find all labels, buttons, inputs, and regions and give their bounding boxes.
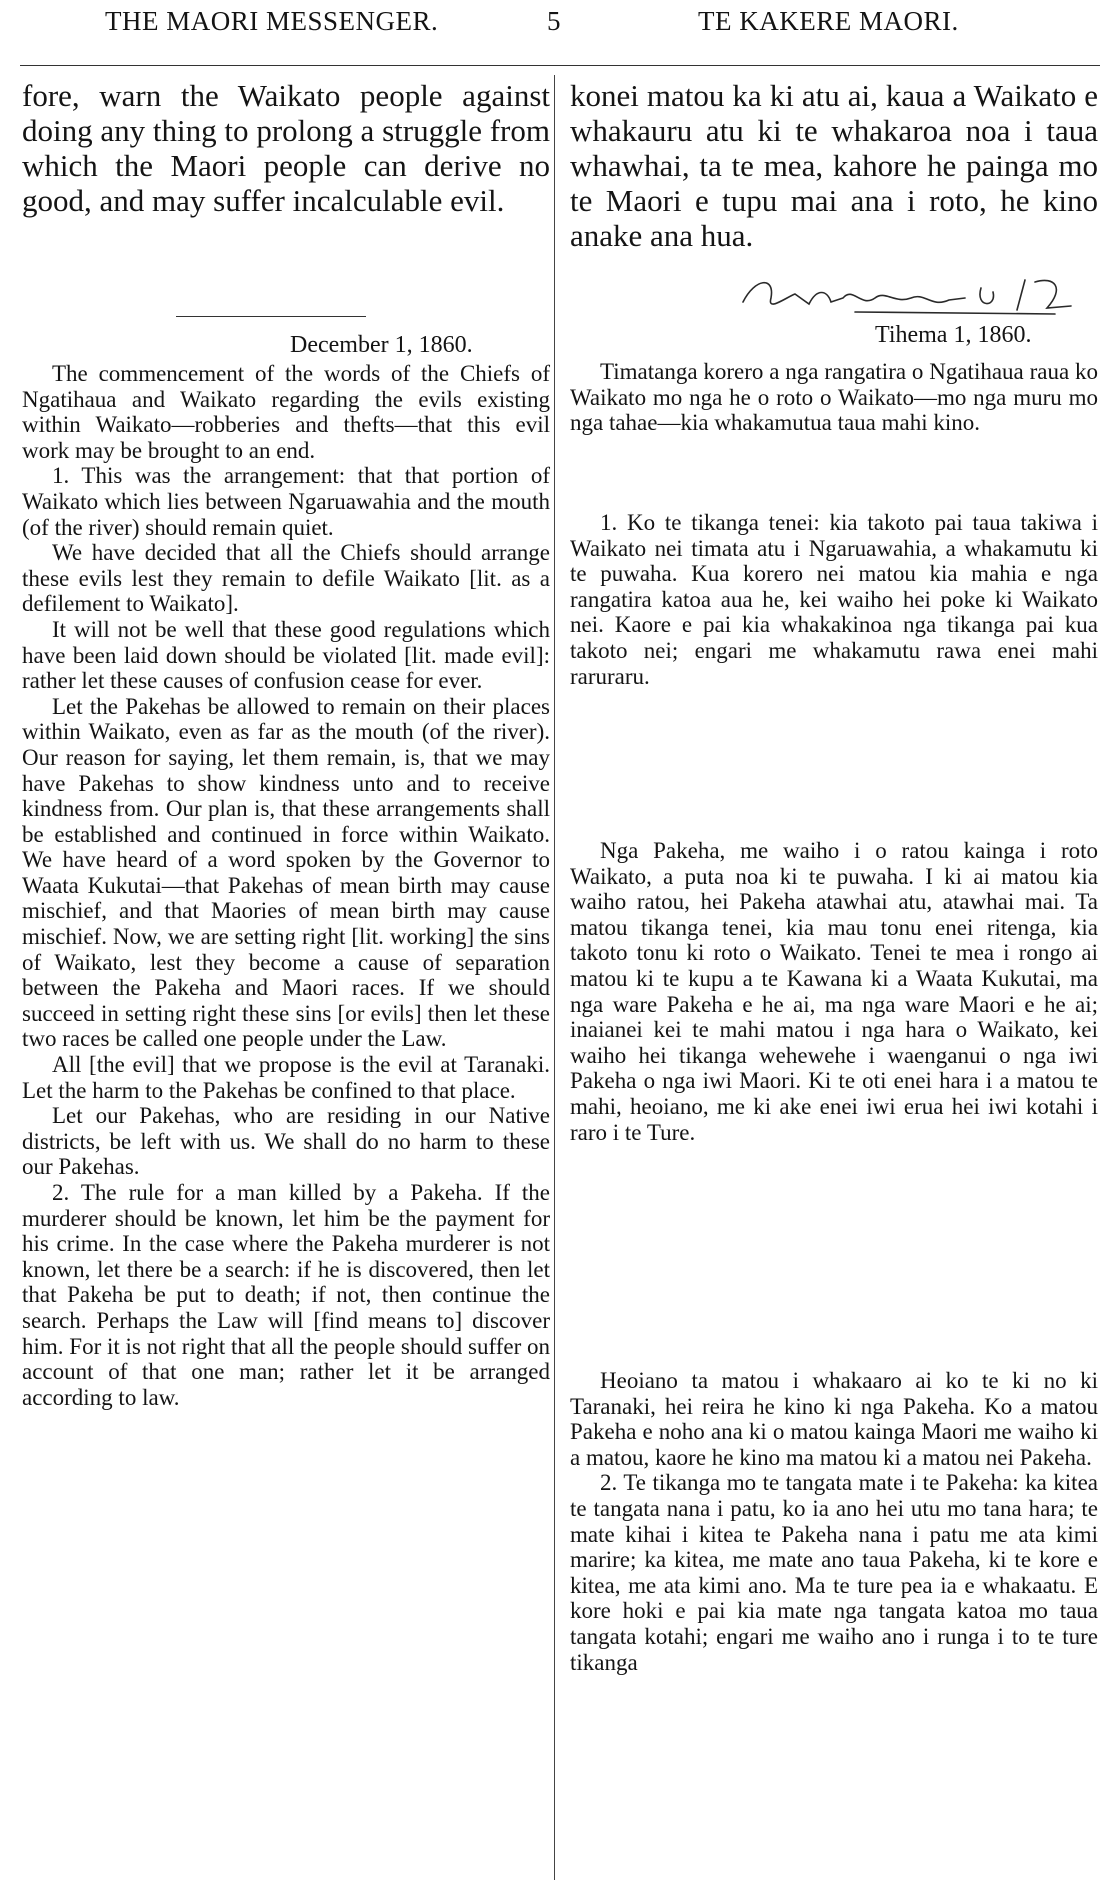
english-paragraph-8: 2. The rule for a man killed by a Pakeha. If the murderer should be known, let him be the payment for his crime. In the case where the Pakeha murderer is not known, let there be a search: if he is discovered, then let that Pakeha be put to death; if not, then continue the search. Perhaps the Law will [find means to] discover him. For it is not right that all the people should suffer on account of that one man; rather let it be arranged according to law. [22, 1180, 550, 1410]
english-date: December 1, 1860. [290, 332, 473, 358]
english-article [22, 361, 550, 1410]
maori-paragraph-1: Timatanga korero a nga rangatira o Ngatihaua raua ko Waikato mo nga he o roto o Waikato—mo nga muru mo nga tahae—kia whakamutua taua mahi kino. [570, 359, 1098, 436]
maori-paragraph-3: Nga Pakeha, me waiho i o ratou kainga i roto Waikato, a puta noa ki te puwaha. I ki ai matou kia waiho ratou, hei Pakeha atawhai atu, atawhai mai. Ta matou tikanga tenei, kia mau tonu enei ritenga, kia takoto tonu ki roto o Waikato. Tenei te mea i rongo ai matou ki te kupu a te Kawana ki a Waata Kukutai, ma nga ware Pakeha e he ai, ma nga ware Maori e he ai; inaianei kei te mahi matou i nga hara o Waikato, kei waiho hei tikanga wehewehe i waenganui o nga iwi Pakeha o nga iwi Maori. Ki te oti enei hara i a matou te mahi, heoiano, me ki ake enei iwi erua hei iwi kotahi i raro i te Ture. [570, 838, 1098, 1145]
english-paragraph-2: 1. This was the arrangement: that that portion of Waikato which lies between Ngaruawahia and the mouth (of the river) should remain quiet. [22, 463, 550, 540]
maori-paragraph-5: 2. Te tikanga mo te tangata mate i te Pakeha: ka kitea te tangata nana i patu, ko ia ano hei utu mo tana hara; te mate kihai i kitea te Pakeha nana i patu me ata kimi marire; ka kitea, me mate ano taua Pakeha, ki te kore e kitea, me ata kimi ano. Ma te ture pea ia e whakaatu. E kore hoki e pai kia mate nga tangata katoa mo taua tangata kotahi; engari me waiho ano i runga i to te ture tikanga [570, 1470, 1098, 1675]
maori-article-part-1 [570, 359, 1098, 436]
maori-article-part-3 [570, 838, 1098, 1145]
english-intro-text: fore, warn the Waikato people against doing any thing to prolong a struggle from which the Maori people can derive no good, and may suffer incalculable evil. [22, 78, 550, 218]
english-paragraph-5: Let the Pakehas be allowed to remain on their places within Waikato, even as far as the mouth (of the river). Our reason for saying, let them remain, is, that we may have Pakehas to show kindness unto and to receive kindness from. Our plan is, that these arrangements shall be established and continued in force within Waikato. We have heard of a word spoken by the Governor to Waata Kukutai—that Pakehas of mean birth may cause mischief, and that Maories of mean birth may cause mischief. Now, we are setting right [lit. working] the sins of Waikato, lest they become a cause of separation between the Pakeha and Maori races. If we should succeed in setting right these sins [or evils] then let these two races be called one people under the Law. [22, 693, 550, 1052]
page-number: 5 [547, 6, 561, 36]
maori-date: Tihema 1, 1860. [875, 322, 1032, 348]
maori-intro [570, 78, 1098, 253]
english-paragraph-3: We have decided that all the Chiefs should arrange these evils lest they remain to defile Waikato [lit. as a defilement to Waikato]. [22, 540, 550, 617]
column-divider [554, 75, 555, 1880]
maori-paragraph-4: Heoiano ta matou i whakaaro ai ko te ki no ki Taranaki, hei reira he kino ki nga Pakeha. Ko a matou Pakeha e noho ana ki o matou kainga Maori me waiho ki a matou, kaore he kino ma matou ki a matou nei Pakeha. [570, 1368, 1098, 1470]
section-rule [176, 316, 366, 317]
english-intro [22, 78, 550, 218]
maori-article-part-2 [570, 510, 1098, 689]
maori-paragraph-2: 1. Ko te tikanga tenei: kia takoto pai taua takiwa i Waikato nei timata atu i Ngaruawahia, a whakamutu ki te puwaha. Kua korero nei matou kia mahia e nga rangatira katoa aua he, kei waiho hei poke ki Waikato nei. Kaore e pai kia whakakinoa nga tikanga pai kua takoto nei; engari me whakamutu rawa enei mahi raruraru. [570, 510, 1098, 689]
header-maori-title: TE KAKERE MAORI. [698, 6, 959, 36]
header-rule [20, 65, 1100, 66]
english-paragraph-4: It will not be well that these good regulations which have been laid down should be violated [lit. made evil]: rather let these causes of confusion cease for ever. [22, 616, 550, 694]
maori-intro-text: konei matou ka ki atu ai, kaua a Waikato e whakauru atu ki te whakaroa noa i taua whawhai, ta te mea, kahore he painga mo te Maori e tupu mai ana i roto, he kino anake ana hua. [570, 78, 1098, 253]
page-header [0, 0, 1114, 64]
maori-article-part-4 [570, 1368, 1098, 1675]
english-paragraph-7: Let our Pakehas, who are residing in our Native districts, be left with us. We shall do no harm to these our Pakehas. [22, 1103, 550, 1180]
header-english-title: THE MAORI MESSENGER. [105, 6, 439, 36]
english-paragraph-6: All [the evil] that we propose is the evil at Taranaki. Let the harm to the Pakehas be confined to that place. [22, 1052, 550, 1103]
english-paragraph-1: The commencement of the words of the Chiefs of Ngatihaua and Waikato regarding the evils existing within Waikato—robberies and thefts—that this evil work may be brought to an end. [22, 361, 550, 463]
signature-image [735, 268, 1105, 316]
